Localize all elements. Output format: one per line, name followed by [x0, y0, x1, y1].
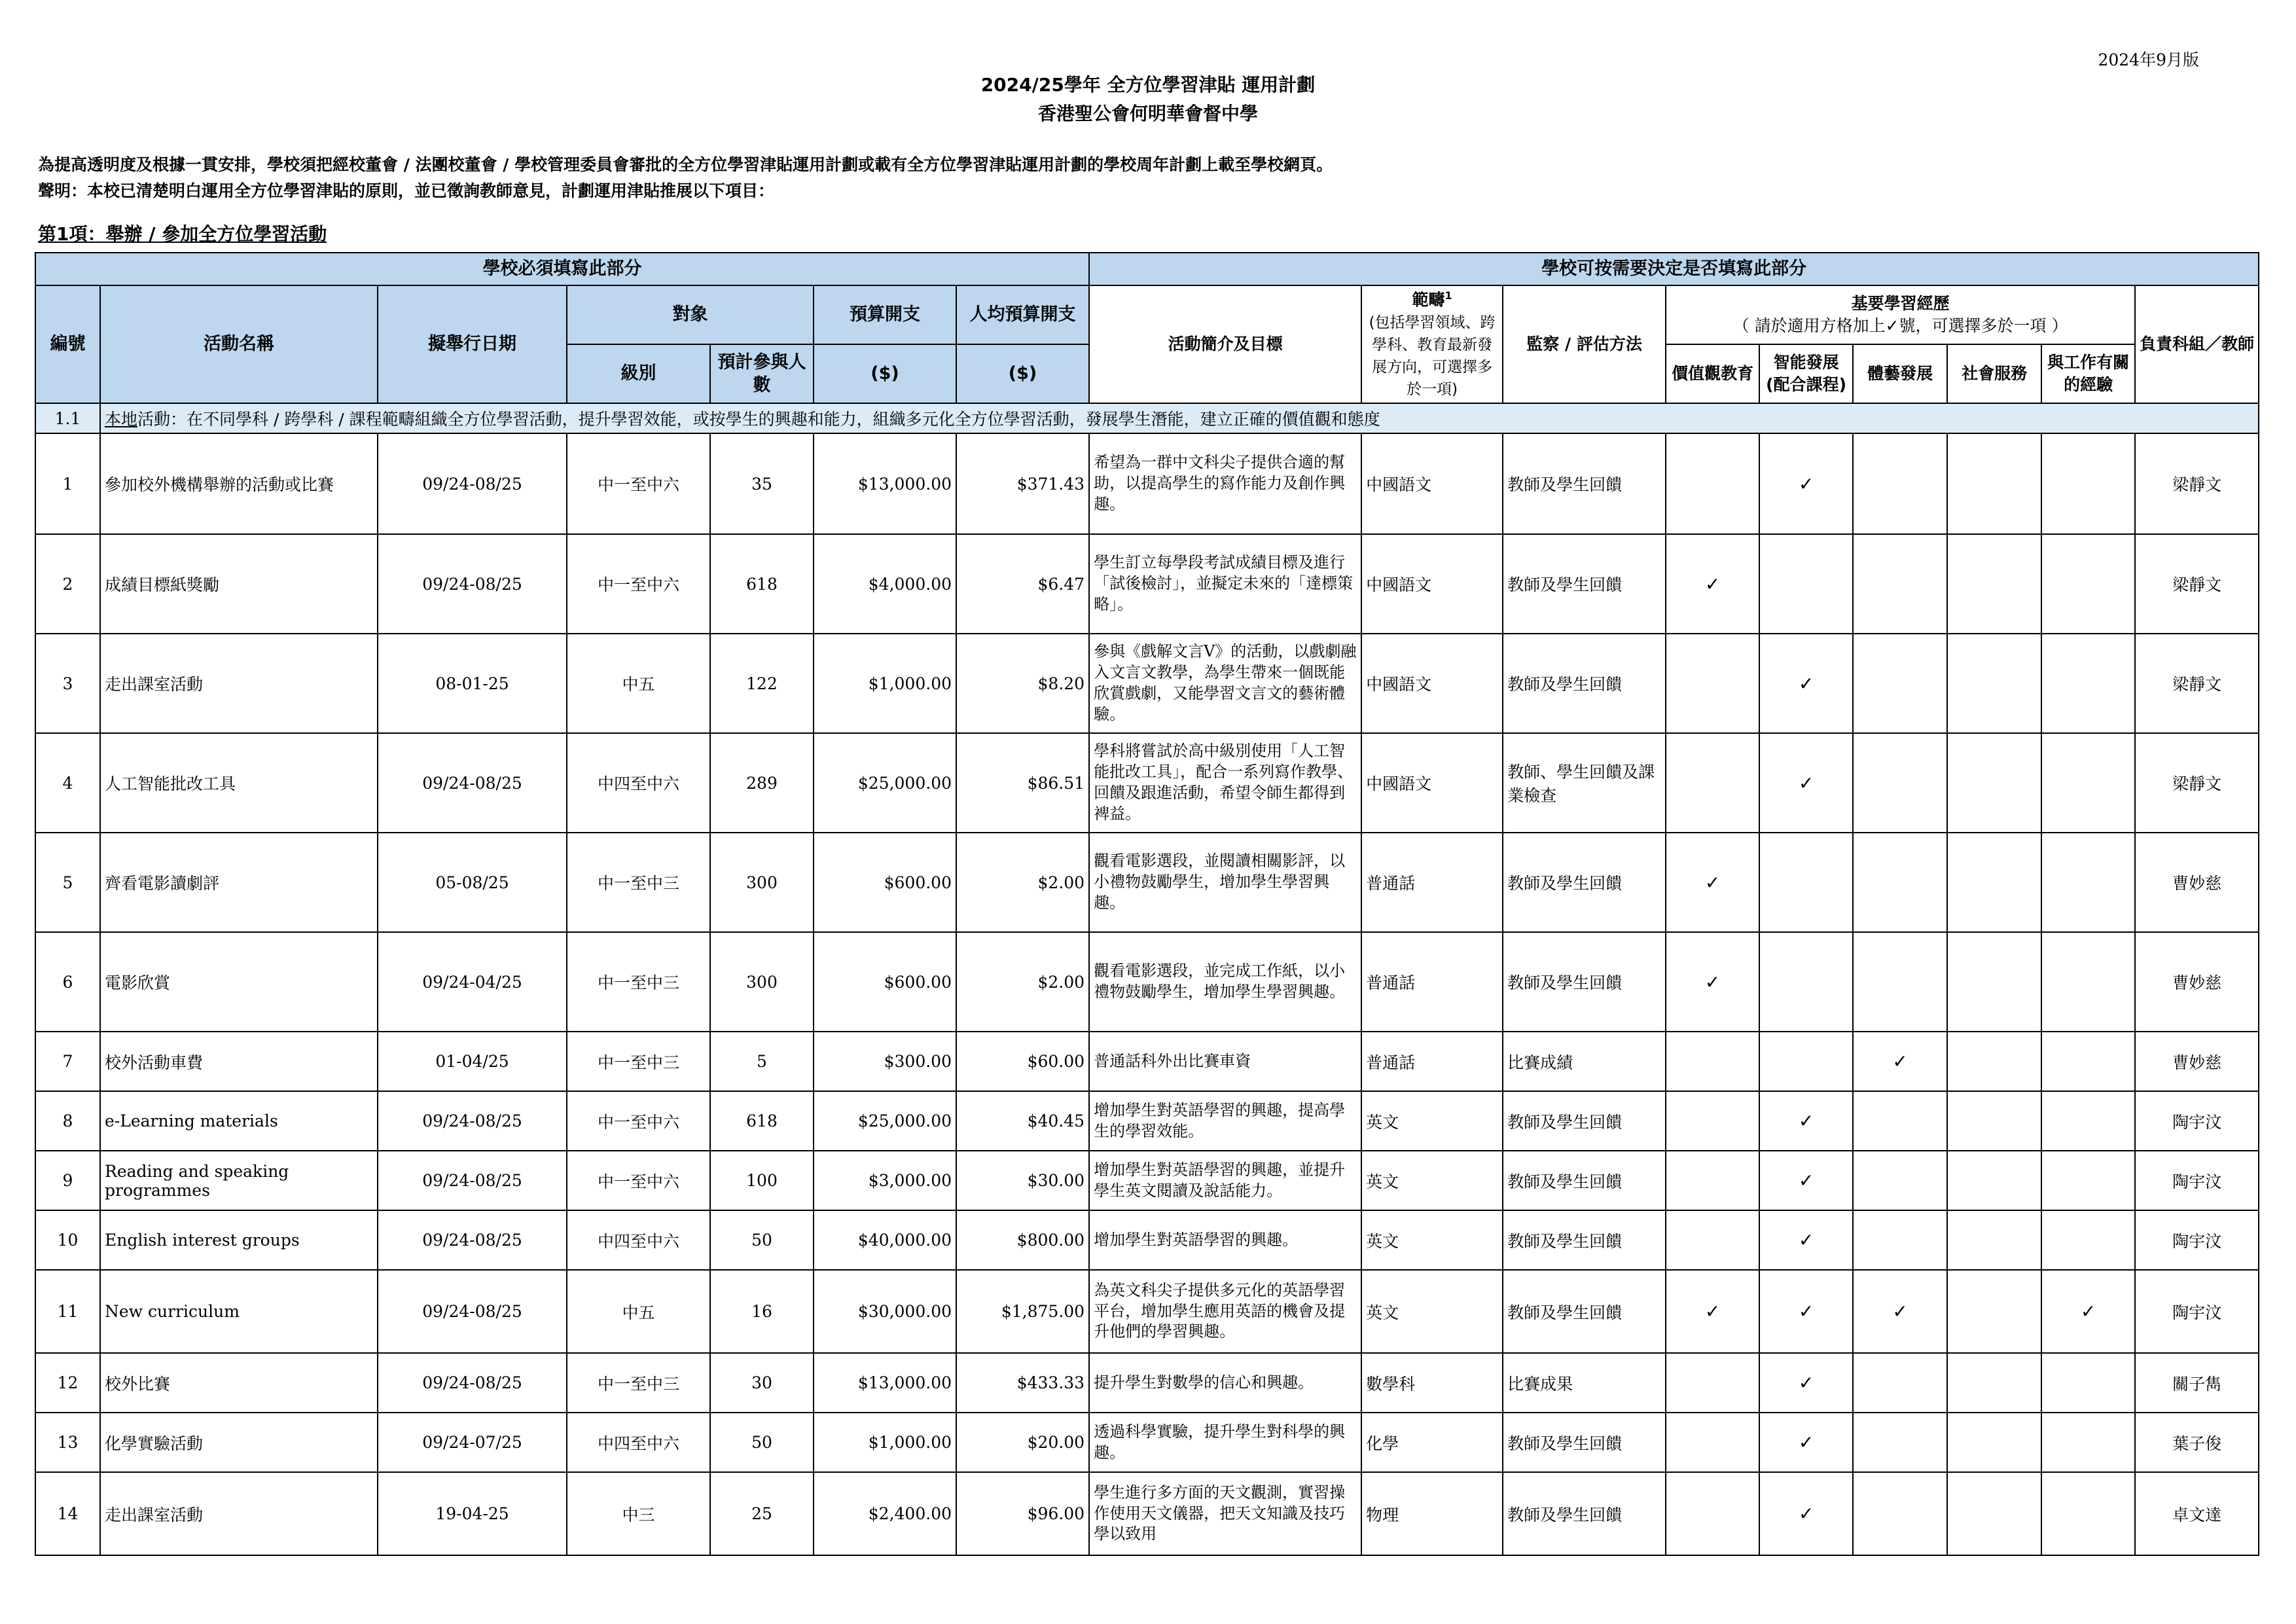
experience-check-3 [1853, 1091, 1947, 1151]
per-head-budget: $86.51 [956, 733, 1089, 833]
evaluation-method: 比賽成績 [1503, 1032, 1666, 1091]
target-level: 中一至中三 [567, 932, 710, 1032]
per-head-budget: $1,875.00 [956, 1270, 1089, 1353]
experience-check-3: ✓ [1853, 1032, 1947, 1091]
experience-check-4 [1947, 833, 2041, 932]
participant-count: 16 [710, 1270, 814, 1353]
table-row [35, 1032, 2259, 1091]
plan-table [35, 252, 2259, 1556]
per-head-budget: $371.43 [956, 433, 1089, 534]
per-head-budget: $6.47 [956, 534, 1089, 634]
responsible-teacher: 梁靜文 [2135, 534, 2259, 634]
experience-check-1 [1666, 1472, 1759, 1555]
target-level: 中五 [567, 1270, 710, 1353]
per-head-budget: $2.00 [956, 833, 1089, 932]
experience-check-2: ✓ [1759, 733, 1853, 833]
activity-name: 人工智能批改工具 [100, 733, 378, 833]
activity-description: 參與《戲解文言V》的活動，以戲劇融入文言文教學，為學生帶來一個既能欣賞戲劇，又能學習文言文的藝術體驗。 [1089, 634, 1361, 733]
responsible-teacher: 曹妙慈 [2135, 1032, 2259, 1091]
experience-check-5 [2041, 1032, 2135, 1091]
document-title: 2024/25學年 全方位學習津貼 運用計劃 [980, 74, 1316, 96]
evaluation-method: 教師及學生回饋 [1503, 1210, 1666, 1270]
budget-amount: $1,000.00 [814, 1413, 956, 1472]
scope: 英文 [1361, 1210, 1503, 1270]
planned-date: 09/24-08/25 [378, 1270, 567, 1353]
edition-date: 2024年9月版 [2098, 50, 2199, 69]
experience-check-1 [1666, 433, 1759, 534]
section-number: 1.1 [35, 403, 100, 433]
activity-description: 提升學生對數學的信心和興趣。 [1089, 1353, 1361, 1413]
experience-check-5 [2041, 1091, 2135, 1151]
table-row [35, 433, 2259, 534]
activity-name: 走出課室活動 [100, 1472, 378, 1555]
budget-amount: $2,400.00 [814, 1472, 956, 1555]
responsible-teacher: 梁靜文 [2135, 733, 2259, 833]
experience-check-3 [1853, 833, 1947, 932]
col-header-budget: 預算開支 [814, 285, 956, 344]
experience-check-2: ✓ [1759, 1270, 1853, 1353]
responsible-teacher: 陶宇汶 [2135, 1270, 2259, 1353]
activity-name: English interest groups [100, 1210, 378, 1270]
budget-amount: $25,000.00 [814, 733, 956, 833]
experience-check-1: ✓ [1666, 932, 1759, 1032]
activity-description: 希望為一群中文科尖子提供合適的幫助，以提高學生的寫作能力及創作興趣。 [1089, 433, 1361, 534]
table-row [35, 1210, 2259, 1270]
row-number: 10 [35, 1210, 100, 1270]
experience-check-1 [1666, 634, 1759, 733]
experience-title: 基要學習經歷 [1851, 294, 1950, 314]
budget-amount: $30,000.00 [814, 1270, 956, 1353]
evaluation-method: 教師及學生回饋 [1503, 534, 1666, 634]
budget-amount: $600.00 [814, 833, 956, 932]
experience-check-1 [1666, 733, 1759, 833]
budget-amount: $25,000.00 [814, 1091, 956, 1151]
experience-check-5 [2041, 1151, 2135, 1210]
table-row [35, 534, 2259, 634]
scope: 英文 [1361, 1151, 1503, 1210]
row-number: 5 [35, 833, 100, 932]
evaluation-method: 教師及學生回饋 [1503, 1472, 1666, 1555]
responsible-teacher: 梁靜文 [2135, 634, 2259, 733]
col-header-exp-values: 價值觀教育 [1666, 344, 1759, 403]
evaluation-method: 教師及學生回饋 [1503, 433, 1666, 534]
budget-amount: $4,000.00 [814, 534, 956, 634]
activity-description: 學生進行多方面的天文觀測，實習操作使用天文儀器，把天文知識及技巧學以致用 [1089, 1472, 1361, 1555]
experience-check-5: ✓ [2041, 1270, 2135, 1353]
activity-description: 普通話科外出比賽車資 [1089, 1032, 1361, 1091]
col-header-budget-unit: ($) [814, 344, 956, 403]
participant-count: 25 [710, 1472, 814, 1555]
participant-count: 289 [710, 733, 814, 833]
table-row [35, 1472, 2259, 1555]
scope: 中國語文 [1361, 733, 1503, 833]
activity-name: New curriculum [100, 1270, 378, 1353]
experience-check-5 [2041, 1353, 2135, 1413]
col-header-desc: 活動簡介及目標 [1089, 285, 1361, 403]
scope: 英文 [1361, 1091, 1503, 1151]
col-header-name: 活動名稱 [100, 285, 378, 403]
row-number: 6 [35, 932, 100, 1032]
experience-check-2: ✓ [1759, 1353, 1853, 1413]
scope-title: 範疇 [1412, 290, 1445, 310]
declaration-statement: 聲明：本校已清楚明白運用全方位學習津貼的原則，並已徵詢教師意見，計劃運用津貼推展以下項目： [38, 181, 775, 200]
participant-count: 618 [710, 534, 814, 634]
section-text: 活動：在不同學科 / 跨學科 / 課程範疇組織全方位學習活動，提升學習效能，或按學生的興趣和能力，組織多元化全方位學習活動，發展學生潛能，建立正確的價值觀和態度 [137, 410, 1380, 429]
experience-check-5 [2041, 534, 2135, 634]
target-level: 中一至中六 [567, 433, 710, 534]
participant-count: 35 [710, 433, 814, 534]
planned-date: 19-04-25 [378, 1472, 567, 1555]
experience-check-2: ✓ [1759, 1210, 1853, 1270]
experience-check-4 [1947, 433, 2041, 534]
experience-check-2: ✓ [1759, 1472, 1853, 1555]
scope: 中國語文 [1361, 634, 1503, 733]
experience-check-5 [2041, 1210, 2135, 1270]
planned-date: 09/24-08/25 [378, 534, 567, 634]
row-number: 12 [35, 1353, 100, 1413]
row-number: 8 [35, 1091, 100, 1151]
per-head-budget: $2.00 [956, 932, 1089, 1032]
per-head-budget: $433.33 [956, 1353, 1089, 1413]
scope: 普通話 [1361, 1032, 1503, 1091]
activity-name: 校外比賽 [100, 1353, 378, 1413]
target-level: 中一至中六 [567, 1151, 710, 1210]
experience-check-3 [1853, 1472, 1947, 1555]
responsible-teacher: 梁靜文 [2135, 433, 2259, 534]
col-header-exp-intellectual: 智能發展(配合課程) [1759, 344, 1853, 403]
row-number: 2 [35, 534, 100, 634]
planned-date: 08-01-25 [378, 634, 567, 733]
target-level: 中三 [567, 1472, 710, 1555]
experience-check-3 [1853, 634, 1947, 733]
col-header-exp-community: 社會服務 [1947, 344, 2041, 403]
experience-check-3 [1853, 932, 1947, 1032]
per-head-budget: $96.00 [956, 1472, 1089, 1555]
activity-description: 學生訂立每學段考試成績目標及進行「試後檢討」，並擬定未來的「達標策略」。 [1089, 534, 1361, 634]
planned-date: 09/24-08/25 [378, 1151, 567, 1210]
per-head-budget: $30.00 [956, 1151, 1089, 1210]
responsible-teacher: 曹妙慈 [2135, 833, 2259, 932]
col-header-exp-career: 與工作有關的經驗 [2041, 344, 2135, 403]
experience-check-3 [1853, 1413, 1947, 1472]
experience-check-4 [1947, 1032, 2041, 1091]
evaluation-method: 教師及學生回饋 [1503, 1413, 1666, 1472]
budget-amount: $3,000.00 [814, 1151, 956, 1210]
row-number: 14 [35, 1472, 100, 1555]
activity-description: 增加學生對英語學習的興趣，並提升學生英文閱讀及說話能力。 [1089, 1151, 1361, 1210]
scope: 化學 [1361, 1413, 1503, 1472]
budget-amount: $1,000.00 [814, 634, 956, 733]
experience-check-2 [1759, 833, 1853, 932]
evaluation-method: 教師及學生回饋 [1503, 932, 1666, 1032]
experience-check-4 [1947, 1151, 2041, 1210]
experience-check-1 [1666, 1353, 1759, 1413]
experience-check-4 [1947, 733, 2041, 833]
experience-check-2: ✓ [1759, 433, 1853, 534]
col-header-exp-arts-sports: 體藝發展 [1853, 344, 1947, 403]
activity-name: 成績目標紙獎勵 [100, 534, 378, 634]
col-header-level: 級別 [567, 344, 710, 403]
experience-check-5 [2041, 1472, 2135, 1555]
experience-check-2 [1759, 1032, 1853, 1091]
activity-name: 電影欣賞 [100, 932, 378, 1032]
responsible-teacher: 陶宇汶 [2135, 1091, 2259, 1151]
experience-check-1: ✓ [1666, 534, 1759, 634]
experience-check-4 [1947, 1270, 2041, 1353]
activity-name: e-Learning materials [100, 1091, 378, 1151]
target-level: 中一至中三 [567, 1032, 710, 1091]
activity-description: 觀看電影選段，並完成工作紙，以小禮物鼓勵學生，增加學生學習興趣。 [1089, 932, 1361, 1032]
participant-count: 100 [710, 1151, 814, 1210]
row-number: 7 [35, 1032, 100, 1091]
activity-description: 透過科學實驗，提升學生對科學的興趣。 [1089, 1413, 1361, 1472]
col-header-scope [1361, 285, 1503, 403]
scope: 中國語文 [1361, 433, 1503, 534]
table-row [35, 1353, 2259, 1413]
row-number: 11 [35, 1270, 100, 1353]
activity-name: 參加校外機構舉辦的活動或比賽 [100, 433, 378, 534]
experience-check-3 [1853, 1151, 1947, 1210]
experience-check-3 [1853, 534, 1947, 634]
activity-description: 增加學生對英語學習的興趣。 [1089, 1210, 1361, 1270]
evaluation-method: 教師及學生回饋 [1503, 634, 1666, 733]
experience-check-1 [1666, 1210, 1759, 1270]
experience-check-5 [2041, 1413, 2135, 1472]
col-header-no: 編號 [35, 285, 100, 403]
experience-check-5 [2041, 634, 2135, 733]
scope: 普通話 [1361, 833, 1503, 932]
per-head-budget: $800.00 [956, 1210, 1089, 1270]
scope: 英文 [1361, 1270, 1503, 1353]
activity-description: 為英文科尖子提供多元化的英語學習平台，增加學生應用英語的機會及提升他們的學習興趣。 [1089, 1270, 1361, 1353]
activity-description: 學科將嘗試於高中級別使用「人工智能批改工具」，配合一系列寫作教學、回饋及跟進活動，希望令師生都得到裨益。 [1089, 733, 1361, 833]
activity-name: 走出課室活動 [100, 634, 378, 733]
scope-footnote-mark: 1 [1444, 289, 1452, 302]
experience-check-2: ✓ [1759, 634, 1853, 733]
row-number: 1 [35, 433, 100, 534]
experience-check-5 [2041, 932, 2135, 1032]
experience-check-2: ✓ [1759, 1413, 1853, 1472]
responsible-teacher: 陶宇汶 [2135, 1210, 2259, 1270]
school-name: 香港聖公會何明華會督中學 [1037, 103, 1258, 124]
evaluation-method: 教師及學生回饋 [1503, 833, 1666, 932]
target-level: 中一至中三 [567, 1353, 710, 1413]
group-header-optional: 學校可按需要決定是否填寫此部分 [1089, 253, 2259, 285]
participant-count: 122 [710, 634, 814, 733]
table-row [35, 833, 2259, 932]
responsible-teacher: 陶宇汶 [2135, 1151, 2259, 1210]
group-header-required: 學校必須填寫此部分 [35, 253, 1089, 285]
budget-amount: $13,000.00 [814, 1353, 956, 1413]
planned-date: 09/24-08/25 [378, 733, 567, 833]
planned-date: 05-08/25 [378, 833, 567, 932]
planned-date: 09/24-07/25 [378, 1413, 567, 1472]
table-row [35, 1270, 2259, 1353]
experience-check-4 [1947, 1413, 2041, 1472]
evaluation-method: 教師及學生回饋 [1503, 1270, 1666, 1353]
participant-count: 30 [710, 1353, 814, 1413]
experience-check-2: ✓ [1759, 1151, 1853, 1210]
experience-check-2 [1759, 534, 1853, 634]
experience-check-4 [1947, 1210, 2041, 1270]
planned-date: 09/24-08/25 [378, 1210, 567, 1270]
experience-check-4 [1947, 1472, 2041, 1555]
activity-name: Reading and speaking programmes [100, 1151, 378, 1210]
table-row [35, 1091, 2259, 1151]
scope: 物理 [1361, 1472, 1503, 1555]
experience-check-1 [1666, 1413, 1759, 1472]
participant-count: 300 [710, 932, 814, 1032]
per-head-budget: $20.00 [956, 1413, 1089, 1472]
experience-check-2 [1759, 932, 1853, 1032]
experience-check-1 [1666, 1032, 1759, 1091]
table-row [35, 733, 2259, 833]
experience-check-5 [2041, 733, 2135, 833]
experience-check-2: ✓ [1759, 1091, 1853, 1151]
col-header-per-head-unit: ($) [956, 344, 1089, 403]
responsible-teacher: 卓文達 [2135, 1472, 2259, 1555]
activity-description: 觀看電影選段，並閱讀相關影評，以小禮物鼓勵學生，增加學生學習興趣。 [1089, 833, 1361, 932]
experience-check-4 [1947, 1353, 2041, 1413]
budget-amount: $600.00 [814, 932, 956, 1032]
activity-name: 校外活動車費 [100, 1032, 378, 1091]
experience-check-4 [1947, 1091, 2041, 1151]
table-row [35, 1413, 2259, 1472]
budget-amount: $13,000.00 [814, 433, 956, 534]
intro-statement: 為提高透明度及根據一貫安排，學校須把經校董會 / 法團校董會 / 學校管理委員會審批的全方位學習津貼運用計劃或載有全方位學習津貼運用計劃的學校周年計劃上載至學校網頁。 [38, 155, 1333, 174]
row-number: 4 [35, 733, 100, 833]
section-lead: 本地 [105, 410, 138, 429]
row-number: 9 [35, 1151, 100, 1210]
col-header-target: 對象 [567, 285, 814, 344]
experience-check-3 [1853, 433, 1947, 534]
participant-count: 50 [710, 1413, 814, 1472]
per-head-budget: $60.00 [956, 1032, 1089, 1091]
target-level: 中四至中六 [567, 1413, 710, 1472]
planned-date: 09/24-08/25 [378, 1353, 567, 1413]
participant-count: 5 [710, 1032, 814, 1091]
activity-name: 齊看電影讀劇評 [100, 833, 378, 932]
per-head-budget: $40.45 [956, 1091, 1089, 1151]
participant-count: 300 [710, 833, 814, 932]
evaluation-method: 教師及學生回饋 [1503, 1091, 1666, 1151]
table-row [35, 932, 2259, 1032]
experience-check-3 [1853, 1353, 1947, 1413]
experience-check-1 [1666, 1091, 1759, 1151]
planned-date: 09/24-08/25 [378, 1091, 567, 1151]
experience-check-5 [2041, 833, 2135, 932]
experience-check-1: ✓ [1666, 1270, 1759, 1353]
section-row [35, 403, 2259, 433]
scope: 普通話 [1361, 932, 1503, 1032]
col-header-per-head: 人均預算開支 [956, 285, 1089, 344]
experience-note: （ 請於適用方格加上✓號，可選擇多於一項 ） [1732, 316, 2068, 335]
scope: 數學科 [1361, 1353, 1503, 1413]
experience-check-3: ✓ [1853, 1270, 1947, 1353]
planned-date: 09/24-08/25 [378, 433, 567, 534]
evaluation-method: 教師及學生回饋 [1503, 1151, 1666, 1210]
budget-amount: $40,000.00 [814, 1210, 956, 1270]
target-level: 中一至中六 [567, 534, 710, 634]
evaluation-method: 比賽成果 [1503, 1353, 1666, 1413]
participant-count: 618 [710, 1091, 814, 1151]
experience-check-1: ✓ [1666, 833, 1759, 932]
table-row [35, 1151, 2259, 1210]
evaluation-method: 教師、學生回饋及課業檢查 [1503, 733, 1666, 833]
target-level: 中四至中六 [567, 1210, 710, 1270]
experience-check-4 [1947, 932, 2041, 1032]
target-level: 中一至中六 [567, 1091, 710, 1151]
col-header-date: 擬舉行日期 [378, 285, 567, 403]
section-description [100, 403, 2259, 433]
experience-check-4 [1947, 634, 2041, 733]
col-header-monitor: 監察 / 評估方法 [1503, 285, 1666, 403]
col-header-teacher: 負責科組／教師 [2135, 285, 2259, 403]
experience-check-3 [1853, 733, 1947, 833]
activity-description: 增加學生對英語學習的興趣，提高學生的學習效能。 [1089, 1091, 1361, 1151]
row-number: 3 [35, 634, 100, 733]
experience-check-4 [1947, 534, 2041, 634]
participant-count: 50 [710, 1210, 814, 1270]
experience-check-1 [1666, 1151, 1759, 1210]
activity-name: 化學實驗活動 [100, 1413, 378, 1472]
target-level: 中四至中六 [567, 733, 710, 833]
responsible-teacher: 葉子俊 [2135, 1413, 2259, 1472]
planned-date: 09/24-04/25 [378, 932, 567, 1032]
table-row [35, 634, 2259, 733]
budget-amount: $300.00 [814, 1032, 956, 1091]
per-head-budget: $8.20 [956, 634, 1089, 733]
scope: 中國語文 [1361, 534, 1503, 634]
responsible-teacher: 關子雋 [2135, 1353, 2259, 1413]
col-header-participants: 預計參與人數 [710, 344, 814, 403]
experience-check-5 [2041, 433, 2135, 534]
target-level: 中一至中三 [567, 833, 710, 932]
col-header-experience [1666, 285, 2135, 344]
target-level: 中五 [567, 634, 710, 733]
responsible-teacher: 曹妙慈 [2135, 932, 2259, 1032]
experience-check-3 [1853, 1210, 1947, 1270]
scope-note: (包括學習領域、跨學科、教育最新發展方向，可選擇多於一項) [1369, 314, 1496, 399]
section-title: 第1項：舉辦 / 參加全方位學習活動 [38, 223, 327, 245]
row-number: 13 [35, 1413, 100, 1472]
planned-date: 01-04/25 [378, 1032, 567, 1091]
